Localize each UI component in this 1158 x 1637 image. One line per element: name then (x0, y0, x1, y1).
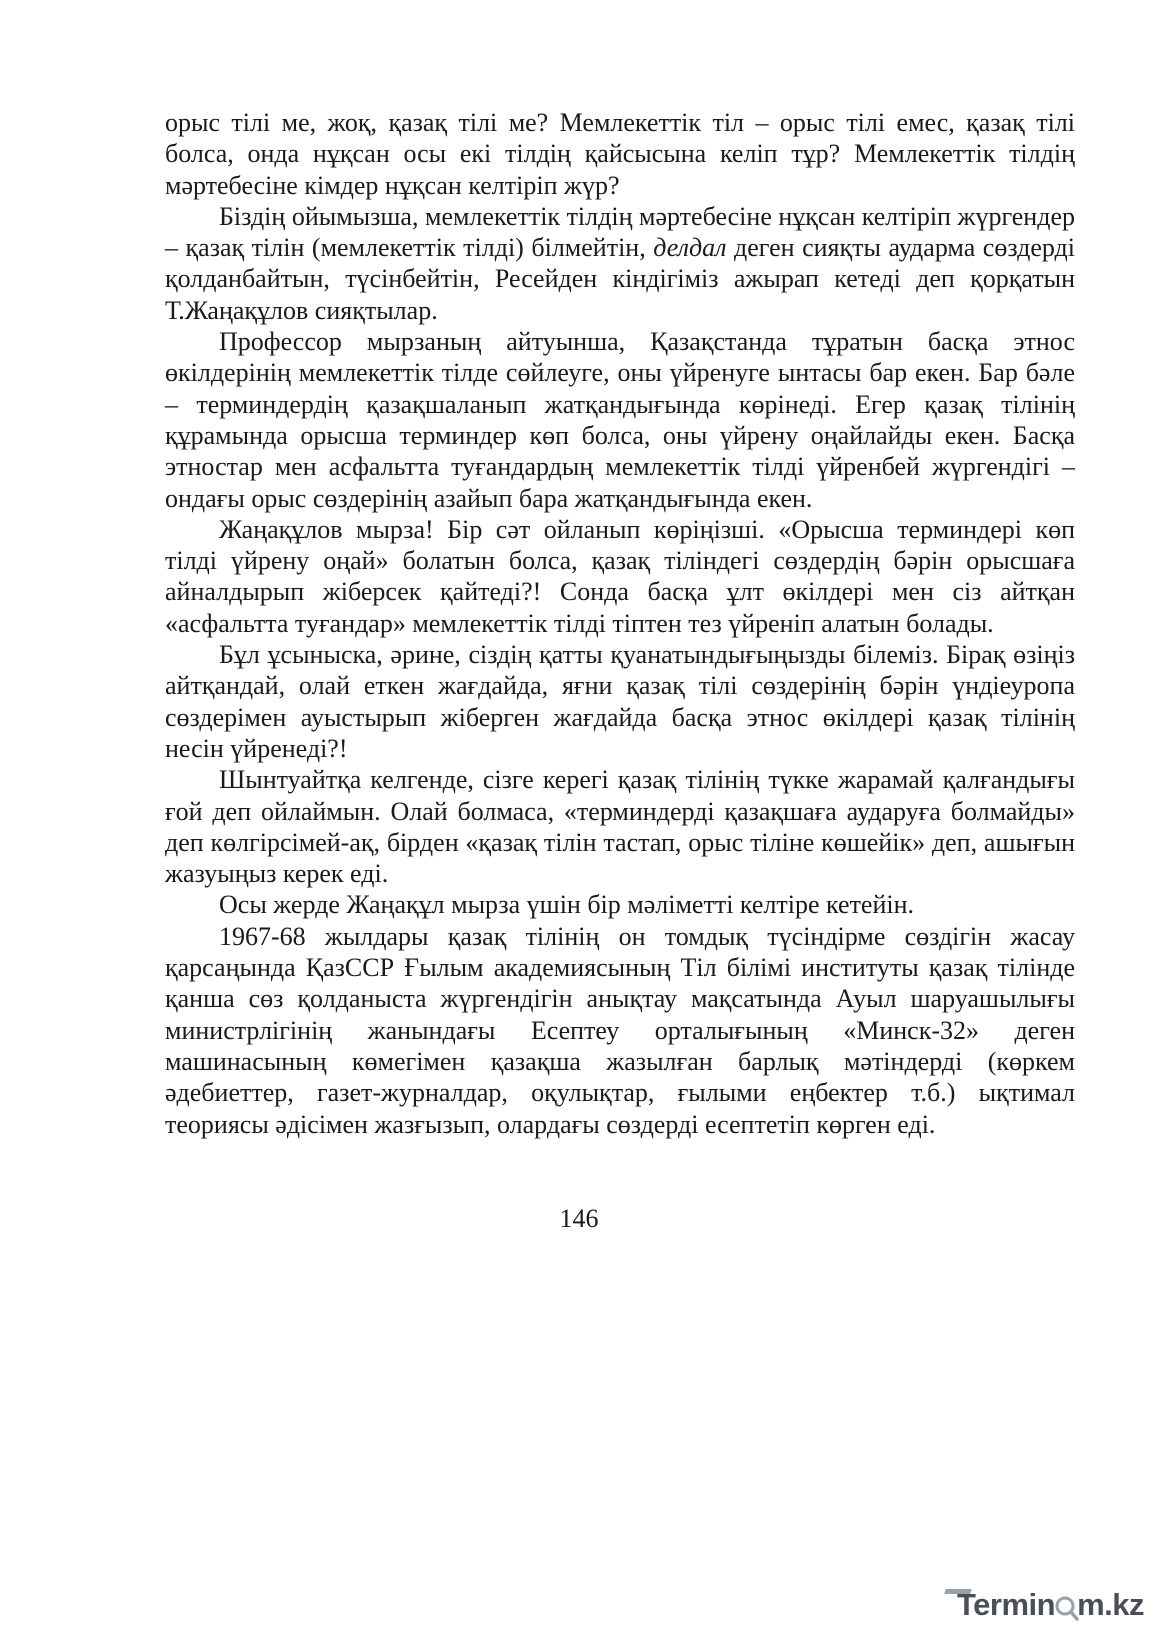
paragraph (165, 889, 1075, 920)
paragraph (165, 201, 1075, 326)
italic-term: делдал (653, 233, 727, 263)
text-run: орыс тілі ме, жоқ, қазақ тілі ме? Мемлекеттік тіл – орыс тілі емес, қазақ тілі болса, онда нұқсан осы екі тілдің қайсысына келіп тұр? Мемлекеттік тілдің мәртебесіне кімдер нұқсан келтіріп жүр? (165, 108, 1075, 200)
page-number: 146 (559, 1204, 599, 1233)
text-run: Бұл ұсыныска, әрине, сіздің қатты қуанатындығыңызды білеміз. Бірақ өзіңіз айтқандай, олай еткен жағдайда, яғни қазақ тілі сөздерінің бәрін үндіеуропа сөздерімен ауыстырып жіберген жағдайда басқа этнос өкілдері қазақ тілінің несін үйренеді?! (165, 640, 1075, 763)
text-run: Біздің ойымызша, мемлекеттік тілдің мәртебесіне нұқсан келтіріп жүргендер – қазақ тілін (мемлекеттік тілді) білмейтін, (165, 201, 1075, 263)
text-run: деген сияқты аударма сөздерді қолданбайтын, түсінбейтін, Ресейден кіндігіміз ажырап кетеді деп қорқатын Т.Жаңақұлов сияқтылар. (165, 233, 1075, 325)
text-run: Жаңақұлов мырза! Бір сәт ойланып көріңізші. «Орысша терминдері көп тілді үйрену оңай» болатын болса, қазақ тіліндегі сөздердің бәрін орысшаға айналдырып жіберсек қайтеді?! Сонда басқа ұлт өкілдері мен сіз айтқан «асфальтта туғандар» мемлекеттік тілді тіптен тез үйреніп алатын болады. (165, 514, 1075, 638)
text-run: Осы жерде Жаңақұл мырза үшін бір мәліметті келтіре кетейін. (219, 890, 915, 920)
logo-letter-t: T (957, 1587, 974, 1622)
logo-text-before: ermin (973, 1587, 1056, 1622)
logo-text-after: m.kz (1077, 1587, 1144, 1622)
text-run: 1967-68 жылдары қазақ тілінің он томдық түсіндірме сөздігін жасау қарсаңында ҚазССР Ғылым академиясының Тіл білімі институты қазақ тілінде қанша сөз қолданыста жүргендігін анықтау мақсатында Ауыл шаруашылығы министрлігінің жанындағы Есептеу орталығының «Минск-32» деген машинасының көмегімен қазақша жазылған барлық мәтіндерді (көркем әдебиеттер, газет-журналдар, оқулықтар, ғылыми еңбектер т.б.) ықтимал теориясы әдісімен жазғызып, олардағы сөздерді есептетіп көрген еді. (165, 921, 1075, 1139)
paragraph (165, 107, 1075, 201)
termincom-watermark-logo (945, 1584, 1150, 1632)
paragraph (165, 326, 1075, 514)
logo-text (957, 1587, 1144, 1623)
paragraph (165, 764, 1075, 889)
paragraph (165, 921, 1075, 1140)
text-run: Профессор мырзаның айтуынша, Қазақстанда тұратын басқа этнос өкілдерінің мемлекеттік тілде сөйлеуге, оны үйренуге ынтасы бар екен. Бар бәле – терминдердің қазақшаланып жатқандығында көрінеді. Егер қазақ тілінің құрамында орысша терминдер көп болса, оны үйрену оңайлайды екен. Басқа этностар мен асфальтта туғандардың мемлекеттік тілді үйренбей жүргендігі – ондағы орыс сөздерінің азайып бара жатқандығында екен. (165, 327, 1075, 513)
document-body (165, 107, 1075, 1140)
magnifier-icon (1055, 1595, 1077, 1617)
text-run: Шынтуайтқа келгенде, сізге керегі қазақ тілінің түкке жарамай қалғандығы ғой деп ойлаймын. Олай болмаса, «терминдерді қазақшаға аударуға болмайды» деп көлгірсімей-ақ, бірден «қазақ тілін тастап, орыс тіліне көшейік» деп, ашығын жазуыңыз керек еді. (165, 765, 1075, 889)
paragraph (165, 639, 1075, 764)
paragraph (165, 514, 1075, 639)
